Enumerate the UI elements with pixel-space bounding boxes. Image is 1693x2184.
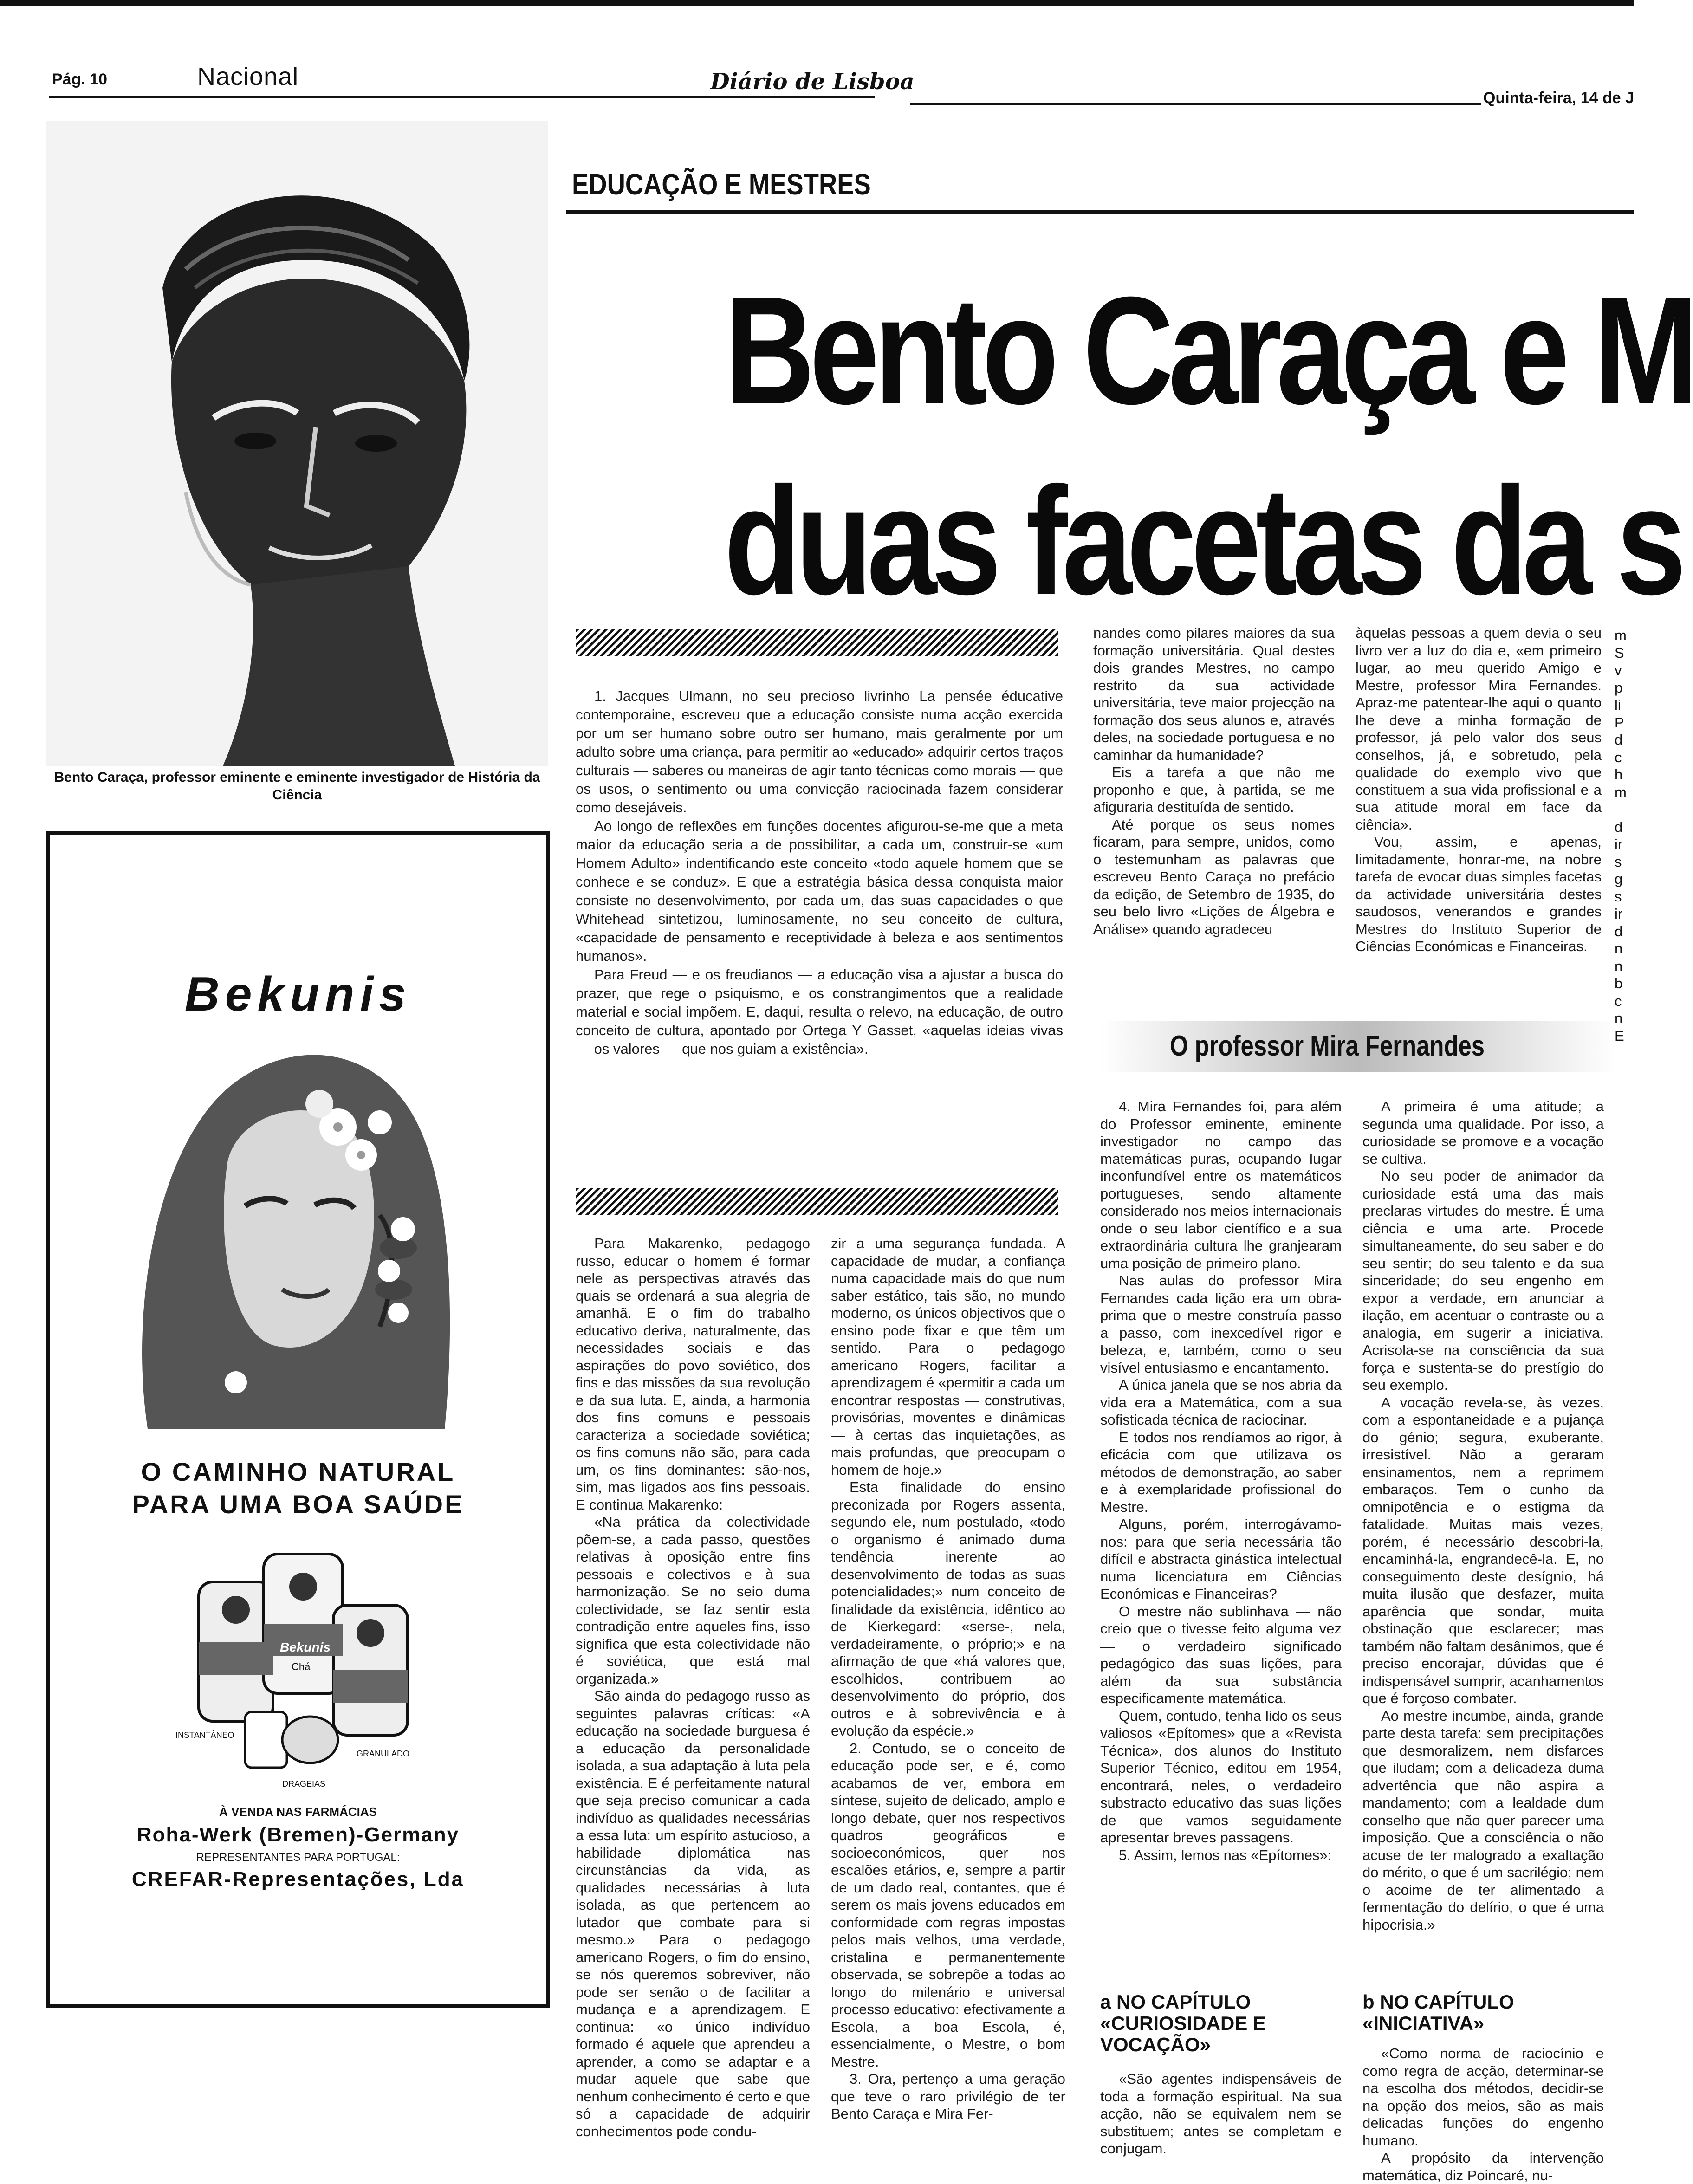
column-d-paragraph: àquelas pessoas a quem devia o seu livro ver a luz do dia e, «em primeiro lugar, ao meu querido Amigo e Mestre, professor Mira Fernandes. Apraz-me patentear-lhe aqui o quanto lhe deve a minha formação de professor, já pelo valor dos seus conselhos, já, e sobretudo, pela qualidade do exemplo vivo que constituem a sua vida profissional e a sua atitude moral em face da ciência».	[1356, 625, 1602, 833]
edge-letter: s	[1615, 853, 1622, 870]
kicker-rule	[566, 210, 1634, 214]
edge-letter: n	[1615, 958, 1623, 974]
edge-letter: n	[1615, 940, 1623, 957]
column-e-paragraph: Nas aulas do professor Mira Fernandes cada lição era um obra-prima que o mestre construía passo a passo, com inexcedível rigor e beleza, e, também, como o seu visível entusiasmo e encantamento.	[1100, 1272, 1342, 1376]
column-f-paragraph: No seu poder de animador da curiosidade está uma das mais preclaras virtudes do mestre. É uma ciência e uma arte. Procede simultaneamente, do seu saber e do seu sentir; do seu talento e da sua sinceridade; do seu engenho em expor a verdade, em anunciar a ilação, em acentuar o contraste ou a analogia, em sugerir a iniciativa. Acrisola-se na consciência da sua força e sustenta-se do prestígio do seu exemplo.	[1362, 1168, 1604, 1393]
column-e-paragraph: O mestre não sublinhava — não creio que o tivesse feito alguma vez — o verdadeiro significado pedagógico das suas lições, para além da sua substância especificamente matemática.	[1100, 1603, 1342, 1706]
edge-letter: P	[1615, 714, 1624, 731]
pack-label-drageias: DRAGEIAS	[282, 1779, 326, 1789]
ad-woman-illustration	[120, 1030, 473, 1429]
edge-letter: h	[1615, 766, 1623, 783]
top-border	[0, 0, 1634, 6]
column-a-paragraph: «Na prática da colectividade põem-se, a cada passo, questões relativas à oposição entre fins pessoais e colectivos e à sua harmonização. Se no seio duma colectividade, se faz sentir esta contradição entre aqueles fins, isso significa que esta colectividade não é soviética, que está mal organizada.»	[576, 1514, 810, 1687]
column-b-paragraph: Esta finalidade do ensino preconizada por Rogers assenta, segundo ele, num postulado, «todo o organismo é animado duma tendência inerente ao desenvolvimento de todas as suas potencialidades;» num conceito de finalidade da existência, idêntico ao de Kierkegard: «serse-, nela, verdadeiramente, o próprio;» e na afirmação de que «há valores que, escolhidos, contribuem ao desenvolvimento do próprio, dos outros e à sobrevivência e à evolução da espécie.»	[831, 1479, 1065, 1739]
column-e-paragraph: Quem, contudo, tenha lido os seus valiosos «Epítomes» que a «Revista Técnica», dos alunos do Instituto Superior Técnico, editou em 1954, encontrará, neles, o verdadeiro substracto educativo das suas lições de que vamos seguidamente apresentar breves passagens.	[1100, 1707, 1342, 1846]
bekunis-ad	[46, 831, 550, 2008]
cut-off-column-edge	[1615, 627, 1634, 1044]
article-column-a	[576, 1235, 810, 2172]
page-number: Pág. 10	[52, 71, 108, 88]
ad-distributor: CREFAR-Representações, Lda	[131, 1868, 465, 1891]
ad-representatives: REPRESENTANTES PARA PORTUGAL:	[196, 1851, 400, 1864]
column-c-paragraph: Até porque os seus nomes ficaram, para sempre, unidos, como o testemunham as palavras que escreveu Bento Caraça no prefácio da edição, de Setembro de 1935, do seu belo livro «Lições de Álgebra e Análise» quando agradeceu	[1093, 816, 1335, 937]
edge-letter: n	[1615, 1010, 1623, 1026]
ad-products	[171, 1536, 431, 1795]
article-column-f-continued	[1362, 2045, 1604, 2184]
header-rule-right	[910, 103, 1481, 105]
jar-sub-label: Chá	[292, 1661, 311, 1672]
edge-letter: d	[1615, 923, 1623, 940]
edge-letter: b	[1615, 975, 1623, 992]
edge-letter: c	[1615, 992, 1622, 1009]
column-b-paragraph: 2. Contudo, se o conceito de educação pode ser, e é, como acabamos de ver, embora em síntese, sujeito de delicado, amplo e longo debate, quer nos respectivos quadros geográficos e socioeconómicos, quer nos escalões etários, e, sempre a partir de um dado real, contantes, que é serem os mais jovens educados em conformidade com regras impostas pelos mais velhos, uma verdade, cristalina e permanentemente observada, se sobrepõe a todas ao longo do milenário e universal processo educativo: efectivamente a Escola, a boa Escola, é, essencialmente, o Mestre, o bom Mestre.	[831, 1740, 1065, 2070]
column-f2-paragraph: A propósito da intervenção matemática, diz Poincaré, nu-	[1362, 2150, 1604, 2184]
column-f-paragraph: A vocação revela-se, às vezes, com a espontaneidade e a pujança do génio; segura, exuberante, irresistível. Não a geraram ensinamentos, nem a reprimem embaraços. Tem o cunho da omnipotência e o estigma da fatalidade. Muitas mais vezes, porém, é necessário descobri-la, encaminhá-la, engrandecê-la. E, no conseguimento deste desígnio, há muita ilusão que desfazer, muita aparência que sondar, muita obstinação que esclarecer; mas também não faltam desânimos, que é preciso encorajar, dúvidas que é indispensável sumprir, acanhamentos que é forçoso combater.	[1362, 1394, 1604, 1706]
header-rule-left	[49, 96, 875, 98]
column-f-paragraph: Ao mestre incumbe, ainda, grande parte desta tarefa: sem precipitações que desmoralizem, nem disfarces que iludam; com a delicadeza duma advertência que não aspira a mandamento; com a lealdade dum conselho que não quer parecer uma imposição. Que a consciência o não acuse de ter malogrado a exaltação do mérito, o que é um sacrilégio; nem o acoime de ter alimentado a fermentação do delírio, o que é uma hipocrisia.»	[1362, 1707, 1604, 1933]
intro-paragraph-1: 1. Jacques Ulmann, no seu precioso livrinho La pensée éducative contemporaine, escreveu que a educação consiste numa acção exercida por um ser humano sobre outro ser humano, mais geralmente por um adulto sobre uma criança, para permitir ao «educado» adquirir certos traços culturais — saberes ou maneiras de agir tanto técnicas como morais — que os usos, o sentimento ou uma convicção raciocinada fazem considerar como desejáveis.	[576, 688, 1063, 816]
edge-letter: E	[1615, 1027, 1624, 1044]
pack-label-instant: INSTANTÂNEO	[175, 1730, 234, 1740]
subheading-iniciativa: b NO CAPÍTULO «INICIATIVA»	[1362, 1991, 1514, 2034]
article-column-e-continued	[1100, 2070, 1342, 2172]
column-e-paragraph: Alguns, porém, interrogávamo-nos: para que seria necessária tão difícil e abstracta ginástica intelectual numa licenciatura em Ciências Económicas e Financeiras?	[1100, 1516, 1342, 1602]
edge-letter	[1615, 801, 1634, 818]
hatch-divider-top	[576, 629, 1058, 656]
bento-caraca-portrait	[46, 121, 548, 766]
section-name: Nacional	[197, 63, 299, 91]
subhead-title: O professor Mira Fernandes	[1170, 1030, 1485, 1062]
edge-letter: p	[1615, 679, 1623, 696]
column-e-paragraph: 4. Mira Fernandes foi, para além do Professor eminente, eminente investigador no campo das matemáticas puras, ocupando lugar inconfundível entre os matemáticos portugueses, sendo altamente considerado nos meios internacionais onde o seu labor científico e a sua extraordinária cultura lhe granjearam uma posição de primeiro plano.	[1100, 1098, 1342, 1271]
newspaper-name: Diário de Lisboa	[710, 69, 915, 95]
article-intro	[576, 687, 1063, 1160]
headline-line-1: Bento Caraça e M	[724, 265, 1693, 436]
article-column-e	[1100, 1098, 1342, 1980]
column-b-paragraph: 3. Ora, pertenço a uma geração que teve o raro privilégio de ter Bento Caraça e Mira Fer-	[831, 2071, 1065, 2122]
ad-sale-line: À VENDA NAS FARMÁCIAS	[219, 1805, 377, 1819]
section-kicker: EDUCAÇÃO E MESTRES	[572, 168, 871, 201]
edge-letter: ir	[1615, 836, 1623, 852]
column-f2-paragraph: «Como norma de raciocínio e como regra de acção, determinar-se na escolha dos métodos, decidir-se na opção dos meios, são as mais delicadas funções do engenho humano.	[1362, 2045, 1604, 2149]
edge-letter: ir	[1615, 906, 1623, 922]
column-f-paragraph: A primeira é uma atitude; a segunda uma qualidade. Por isso, a curiosidade se promove e a vocação se cultiva.	[1362, 1098, 1604, 1167]
edge-letter: li	[1615, 697, 1621, 713]
edge-letter: S	[1615, 644, 1624, 661]
edge-letter: d	[1615, 732, 1623, 748]
column-e-paragraph: 5. Assim, lemos nas «Epítomes»:	[1119, 1847, 1332, 1863]
article-column-c	[1093, 624, 1335, 1079]
article-column-b	[831, 1235, 1065, 2172]
issue-date: Quinta-feira, 14 de J	[1483, 89, 1634, 107]
pack-label-granulado: GRANULADO	[357, 1749, 410, 1758]
ad-slogan-2: PARA UMA BOA SAÚDE	[132, 1490, 464, 1519]
ad-brand: Bekunis	[184, 967, 412, 1021]
edge-letter: v	[1615, 662, 1622, 678]
edge-letter: m	[1615, 627, 1627, 643]
column-a-paragraph: São ainda do pedagogo russo as seguintes palavras críticas: «A educação na sociedade burguesa é a educação da personalidade isolada, a sua adaptação à luta pela existência. E é perfeitamente natural que seja preciso comunicar a cada indivíduo as qualidades necessárias a essa luta: um espírito astucioso, a habilidade diplomática nas circunstâncias da vida, as qualidades necessárias à luta isolada, as que pertencem ao lutador que combate para si mesmo.» Para o pedagogo americano Rogers, o fim do ensino, se nós queremos sobreviver, não pode ser senão o de facilitar a mudança e a aprendizagem. E continua: «o único indivíduo formado é aquele que aprendeu a aprender, a como se adaptar e a mudar aquele que sabe que nenhum conhecimento é certo e que só a capacidade de adquirir conhecimentos pode condu-	[576, 1688, 810, 2139]
column-c-paragraph: nandes como pilares maiores da sua formação universitária. Qual destes dois grandes Mestres, no campo restrito da sua actividade universitária, teve maior projecção na formação dos seus alunos e, através deles, na sociedade portuguesa e no caminhar da humanidade?	[1093, 625, 1335, 763]
column-a-paragraph: Para Makarenko, pedagogo russo, educar o homem é formar nele as perspectivas através das quais se ordenará a sua alegria de amanhã. E o fim do trabalho educativo deriva, naturalmente, das necessidades sociais e das aspirações do povo soviético, dos fins e das missões da sua revolução e da sua luta. E, ainda, a harmonia dos fins comuns e pessoais caracteriza a sociedade soviética; os fins comuns não são, para cada um, os fins dominantes: são-nos, sim, mas ligados aos fins pessoais. E continua Makarenko:	[576, 1235, 810, 1513]
photo-caption: Bento Caraça, professor eminente e eminente investigador de História da Ciência	[54, 770, 540, 803]
ad-slogan-1: O CAMINHO NATURAL	[141, 1457, 455, 1486]
article-column-d	[1356, 624, 1602, 1079]
intro-paragraph-3: Para Freud — e os freudianos — a educação visa a ajustar a busca do prazer, que rege o psiquismo, e os constrangimentos que a realidade material e social impõem. E, daqui, resulta o relevo, na educação, de outro conceito de cultura, apontado por Ortega Y Gasset, «aquelas ideias vivas — os valores — que nos guiam a existência».	[576, 966, 1063, 1057]
edge-letter: s	[1615, 888, 1622, 905]
edge-letter: c	[1615, 749, 1622, 765]
ad-maker: Roha-Werk (Bremen)-Germany	[136, 1823, 460, 1846]
column-e2-paragraph: «São agentes indispensáveis de toda a formação espiritual. Na sua acção, não se equivalem nem se substituem; antes se completam e conjugam.	[1100, 2071, 1342, 2157]
column-e-paragraph: E todos nos rendíamos ao rigor, à eficácia com que utilizava os métodos de demonstração, ao saber e à exemplaridade profissional do Mestre.	[1100, 1429, 1342, 1515]
edge-letter: m	[1615, 784, 1627, 800]
column-d-paragraph: Vou, assim, e apenas, limitadamente, honrar-me, na nobre tarefa de evocar duas simples facetas da actividade universitária destes saudosos, venerandos e grandes Mestres do Instituto Superior de Ciências Económicas e Financeiras.	[1356, 834, 1602, 954]
headline-line-2: duas facetas da s	[724, 455, 1681, 626]
column-b-paragraph: zir a uma segurança fundada. A capacidade de mudar, a confiança numa capacidade mais do que num saber estático, tais são, no mundo moderno, os únicos objectivos que o ensino pode fixar e que têm um sentido. Para o pedagogo americano Rogers, facilitar a aprendizagem é «permitir a cada um encontrar respostas — construtivas, provisórias, moventes e dinâmicas — à certas das inquietações, as mais profundas, que preocupam o homem de hoje.»	[831, 1235, 1065, 1478]
article-column-f	[1362, 1098, 1604, 1980]
edge-letter: d	[1615, 818, 1623, 835]
column-c-paragraph: Eis a tarefa a que não me proponho e que, à partida, se me afiguraria destituída de sentido.	[1093, 764, 1335, 815]
intro-paragraph-2: Ao longo de reflexões em funções docentes afigurou-se-me que a meta maior da educação seria a de possibilitar, a cada um, construir-se «um Homem Adulto» indentificando este conceito «todo aquele homem que se conhece e se conduz». E que a estratégia básica dessa conquista maior consiste no desenvolvimento, por cada um, das suas capacidades o que Whitehead sintetizou, luminosamente, no seu conceito de cultura, «capacidade de pensamento e receptividade à beleza e aos sentimentos humanos».	[576, 818, 1063, 964]
edge-letter: g	[1615, 871, 1623, 887]
column-e-paragraph: A única janela que se nos abria da vida era a Matemática, com a sua sofisticada técnica de raciocinar.	[1100, 1377, 1342, 1428]
jar-label: Bekunis	[280, 1640, 331, 1654]
subheading-curiosidade: a NO CAPÍTULO «CURIOSIDADE E VOCAÇÃO»	[1100, 1991, 1266, 2055]
hatch-divider-middle	[576, 1188, 1058, 1215]
